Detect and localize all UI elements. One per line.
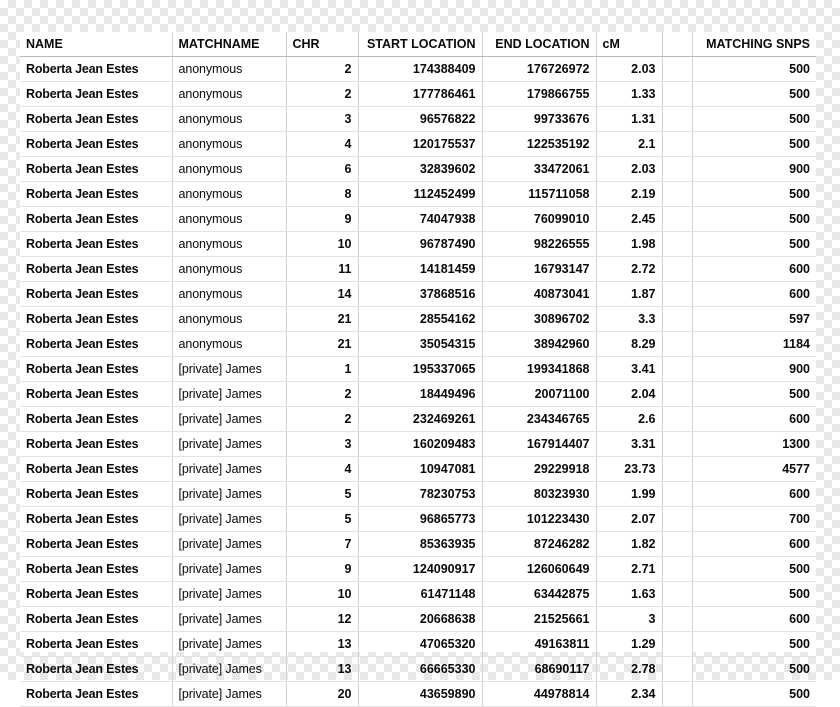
cell-start-location: 177786461 [358, 82, 482, 107]
cell-cm: 1.82 [596, 532, 662, 557]
cell-spacer [662, 57, 692, 82]
cell-spacer [662, 532, 692, 557]
cell-spacer [662, 682, 692, 707]
cell-matchname: [private] James [172, 557, 286, 582]
cell-matching-snps: 500 [692, 207, 816, 232]
table-row [20, 557, 816, 582]
cell-end-location: 44978814 [482, 682, 596, 707]
cell-start-location: 96576822 [358, 107, 482, 132]
cell-matching-snps: 500 [692, 382, 816, 407]
cell-matching-snps: 500 [692, 557, 816, 582]
cell-chr: 2 [286, 82, 358, 107]
cell-cm: 1.31 [596, 107, 662, 132]
cell-spacer [662, 407, 692, 432]
cell-end-location: 38942960 [482, 332, 596, 357]
cell-cm: 2.78 [596, 657, 662, 682]
table-row [20, 382, 816, 407]
cell-start-location: 35054315 [358, 332, 482, 357]
table-row [20, 207, 816, 232]
cell-name: Roberta Jean Estes [20, 357, 172, 382]
match-segments-table [20, 32, 816, 707]
cell-cm: 3.41 [596, 357, 662, 382]
cell-chr: 2 [286, 57, 358, 82]
table-row [20, 432, 816, 457]
cell-end-location: 179866755 [482, 82, 596, 107]
cell-matching-snps: 500 [692, 582, 816, 607]
cell-start-location: 37868516 [358, 282, 482, 307]
cell-matchname: [private] James [172, 582, 286, 607]
table-row [20, 407, 816, 432]
table-header-row [20, 32, 816, 57]
cell-start-location: 112452499 [358, 182, 482, 207]
cell-matching-snps: 597 [692, 307, 816, 332]
cell-cm: 2.07 [596, 507, 662, 532]
cell-cm: 1.98 [596, 232, 662, 257]
cell-spacer [662, 632, 692, 657]
cell-matchname: [private] James [172, 682, 286, 707]
table-row [20, 532, 816, 557]
cell-end-location: 40873041 [482, 282, 596, 307]
cell-cm: 2.1 [596, 132, 662, 157]
cell-matchname: [private] James [172, 457, 286, 482]
cell-matchname: anonymous [172, 107, 286, 132]
cell-start-location: 74047938 [358, 207, 482, 232]
cell-chr: 12 [286, 607, 358, 632]
cell-spacer [662, 657, 692, 682]
cell-cm: 3 [596, 607, 662, 632]
cell-cm: 2.19 [596, 182, 662, 207]
table-body [20, 57, 816, 707]
cell-end-location: 30896702 [482, 307, 596, 332]
cell-matching-snps: 600 [692, 407, 816, 432]
cell-matchname: [private] James [172, 382, 286, 407]
cell-chr: 21 [286, 307, 358, 332]
cell-end-location: 167914407 [482, 432, 596, 457]
cell-name: Roberta Jean Estes [20, 182, 172, 207]
cell-matching-snps: 500 [692, 132, 816, 157]
cell-cm: 3.31 [596, 432, 662, 457]
cell-spacer [662, 432, 692, 457]
cell-matchname: anonymous [172, 82, 286, 107]
cell-matching-snps: 500 [692, 57, 816, 82]
cell-start-location: 160209483 [358, 432, 482, 457]
cell-name: Roberta Jean Estes [20, 332, 172, 357]
cell-matchname: [private] James [172, 432, 286, 457]
cell-end-location: 33472061 [482, 157, 596, 182]
cell-name: Roberta Jean Estes [20, 207, 172, 232]
cell-cm: 1.87 [596, 282, 662, 307]
cell-matchname: [private] James [172, 357, 286, 382]
cell-spacer [662, 582, 692, 607]
cell-chr: 4 [286, 132, 358, 157]
table-row [20, 82, 816, 107]
cell-spacer [662, 282, 692, 307]
cell-cm: 1.63 [596, 582, 662, 607]
table-row [20, 132, 816, 157]
cell-end-location: 21525661 [482, 607, 596, 632]
cell-end-location: 99733676 [482, 107, 596, 132]
cell-end-location: 122535192 [482, 132, 596, 157]
cell-matchname: [private] James [172, 532, 286, 557]
cell-matching-snps: 600 [692, 257, 816, 282]
cell-start-location: 32839602 [358, 157, 482, 182]
cell-matching-snps: 500 [692, 682, 816, 707]
cell-matchname: anonymous [172, 57, 286, 82]
cell-name: Roberta Jean Estes [20, 607, 172, 632]
cell-matching-snps: 600 [692, 532, 816, 557]
cell-matchname: anonymous [172, 182, 286, 207]
cell-spacer [662, 82, 692, 107]
cell-cm: 2.6 [596, 407, 662, 432]
cell-spacer [662, 107, 692, 132]
table-row [20, 107, 816, 132]
table-row [20, 657, 816, 682]
cell-matching-snps: 500 [692, 232, 816, 257]
column-header-end-location: END LOCATION [482, 32, 596, 57]
table-row [20, 57, 816, 82]
cell-matchname: anonymous [172, 282, 286, 307]
cell-name: Roberta Jean Estes [20, 432, 172, 457]
cell-matching-snps: 600 [692, 282, 816, 307]
cell-end-location: 101223430 [482, 507, 596, 532]
spreadsheet-sheet [20, 32, 816, 701]
cell-matching-snps: 1300 [692, 432, 816, 457]
cell-chr: 1 [286, 357, 358, 382]
cell-matchname: [private] James [172, 407, 286, 432]
cell-spacer [662, 307, 692, 332]
cell-chr: 8 [286, 182, 358, 207]
cell-matchname: [private] James [172, 607, 286, 632]
column-header-matchname: MATCHNAME [172, 32, 286, 57]
cell-end-location: 68690117 [482, 657, 596, 682]
table-row [20, 357, 816, 382]
cell-chr: 6 [286, 157, 358, 182]
cell-name: Roberta Jean Estes [20, 282, 172, 307]
table-row [20, 157, 816, 182]
column-header-matching-snps: MATCHING SNPS [692, 32, 816, 57]
cell-chr: 3 [286, 107, 358, 132]
column-header-cm: cM [596, 32, 662, 57]
cell-start-location: 20668638 [358, 607, 482, 632]
cell-start-location: 96787490 [358, 232, 482, 257]
cell-chr: 9 [286, 207, 358, 232]
table-row [20, 632, 816, 657]
cell-start-location: 96865773 [358, 507, 482, 532]
cell-start-location: 14181459 [358, 257, 482, 282]
cell-name: Roberta Jean Estes [20, 657, 172, 682]
cell-name: Roberta Jean Estes [20, 132, 172, 157]
table-row [20, 232, 816, 257]
cell-name: Roberta Jean Estes [20, 307, 172, 332]
cell-cm: 2.03 [596, 57, 662, 82]
cell-start-location: 85363935 [358, 532, 482, 557]
cell-end-location: 16793147 [482, 257, 596, 282]
cell-chr: 5 [286, 482, 358, 507]
cell-end-location: 199341868 [482, 357, 596, 382]
cell-name: Roberta Jean Estes [20, 482, 172, 507]
cell-chr: 7 [286, 532, 358, 557]
cell-name: Roberta Jean Estes [20, 632, 172, 657]
cell-spacer [662, 182, 692, 207]
cell-spacer [662, 132, 692, 157]
cell-matchname: [private] James [172, 507, 286, 532]
cell-cm: 1.29 [596, 632, 662, 657]
cell-matchname: anonymous [172, 232, 286, 257]
cell-cm: 2.71 [596, 557, 662, 582]
cell-end-location: 80323930 [482, 482, 596, 507]
cell-start-location: 10947081 [358, 457, 482, 482]
cell-name: Roberta Jean Estes [20, 82, 172, 107]
cell-matchname: [private] James [172, 482, 286, 507]
cell-end-location: 98226555 [482, 232, 596, 257]
cell-spacer [662, 507, 692, 532]
cell-cm: 2.03 [596, 157, 662, 182]
cell-name: Roberta Jean Estes [20, 682, 172, 707]
table-row [20, 582, 816, 607]
table-row [20, 607, 816, 632]
cell-chr: 21 [286, 332, 358, 357]
cell-name: Roberta Jean Estes [20, 257, 172, 282]
cell-name: Roberta Jean Estes [20, 382, 172, 407]
table-row [20, 507, 816, 532]
cell-matching-snps: 500 [692, 632, 816, 657]
cell-matching-snps: 700 [692, 507, 816, 532]
cell-spacer [662, 382, 692, 407]
cell-spacer [662, 357, 692, 382]
cell-matching-snps: 600 [692, 607, 816, 632]
cell-spacer [662, 257, 692, 282]
cell-chr: 2 [286, 382, 358, 407]
column-header-start-location: START LOCATION [358, 32, 482, 57]
cell-chr: 13 [286, 632, 358, 657]
cell-start-location: 174388409 [358, 57, 482, 82]
cell-matching-snps: 1184 [692, 332, 816, 357]
cell-end-location: 20071100 [482, 382, 596, 407]
cell-cm: 8.29 [596, 332, 662, 357]
cell-end-location: 115711058 [482, 182, 596, 207]
cell-spacer [662, 557, 692, 582]
cell-cm: 1.99 [596, 482, 662, 507]
cell-spacer [662, 157, 692, 182]
cell-matchname: anonymous [172, 157, 286, 182]
cell-cm: 1.33 [596, 82, 662, 107]
column-header-spacer [662, 32, 692, 57]
cell-name: Roberta Jean Estes [20, 457, 172, 482]
cell-end-location: 126060649 [482, 557, 596, 582]
cell-cm: 2.34 [596, 682, 662, 707]
cell-matchname: anonymous [172, 132, 286, 157]
cell-spacer [662, 607, 692, 632]
cell-chr: 3 [286, 432, 358, 457]
cell-matching-snps: 500 [692, 657, 816, 682]
cell-start-location: 124090917 [358, 557, 482, 582]
cell-spacer [662, 232, 692, 257]
cell-chr: 5 [286, 507, 358, 532]
cell-name: Roberta Jean Estes [20, 57, 172, 82]
cell-cm: 2.72 [596, 257, 662, 282]
cell-start-location: 43659890 [358, 682, 482, 707]
cell-start-location: 18449496 [358, 382, 482, 407]
cell-end-location: 176726972 [482, 57, 596, 82]
cell-chr: 20 [286, 682, 358, 707]
cell-spacer [662, 457, 692, 482]
cell-spacer [662, 332, 692, 357]
cell-cm: 2.04 [596, 382, 662, 407]
cell-chr: 2 [286, 407, 358, 432]
cell-chr: 14 [286, 282, 358, 307]
table-row [20, 457, 816, 482]
cell-chr: 10 [286, 582, 358, 607]
table-row [20, 332, 816, 357]
cell-matching-snps: 500 [692, 107, 816, 132]
cell-matchname: [private] James [172, 632, 286, 657]
cell-start-location: 28554162 [358, 307, 482, 332]
cell-matching-snps: 600 [692, 482, 816, 507]
cell-matching-snps: 4577 [692, 457, 816, 482]
cell-matchname: anonymous [172, 207, 286, 232]
cell-spacer [662, 482, 692, 507]
cell-matchname: anonymous [172, 257, 286, 282]
cell-matching-snps: 500 [692, 82, 816, 107]
cell-end-location: 76099010 [482, 207, 596, 232]
cell-cm: 2.45 [596, 207, 662, 232]
cell-matching-snps: 900 [692, 357, 816, 382]
cell-name: Roberta Jean Estes [20, 557, 172, 582]
cell-end-location: 49163811 [482, 632, 596, 657]
cell-matching-snps: 500 [692, 182, 816, 207]
cell-name: Roberta Jean Estes [20, 157, 172, 182]
cell-matchname: [private] James [172, 657, 286, 682]
cell-start-location: 120175537 [358, 132, 482, 157]
cell-start-location: 232469261 [358, 407, 482, 432]
cell-spacer [662, 207, 692, 232]
cell-end-location: 29229918 [482, 457, 596, 482]
cell-name: Roberta Jean Estes [20, 582, 172, 607]
cell-name: Roberta Jean Estes [20, 407, 172, 432]
table-row [20, 282, 816, 307]
cell-matchname: anonymous [172, 307, 286, 332]
table-row [20, 182, 816, 207]
cell-name: Roberta Jean Estes [20, 532, 172, 557]
cell-cm: 3.3 [596, 307, 662, 332]
cell-start-location: 66665330 [358, 657, 482, 682]
cell-chr: 10 [286, 232, 358, 257]
cell-start-location: 195337065 [358, 357, 482, 382]
cell-matchname: anonymous [172, 332, 286, 357]
table-row [20, 257, 816, 282]
cell-chr: 13 [286, 657, 358, 682]
cell-chr: 4 [286, 457, 358, 482]
cell-end-location: 234346765 [482, 407, 596, 432]
cell-cm: 23.73 [596, 457, 662, 482]
table-row [20, 307, 816, 332]
column-header-chr: CHR [286, 32, 358, 57]
cell-chr: 11 [286, 257, 358, 282]
cell-end-location: 63442875 [482, 582, 596, 607]
cell-start-location: 78230753 [358, 482, 482, 507]
table-row [20, 682, 816, 707]
cell-end-location: 87246282 [482, 532, 596, 557]
cell-start-location: 47065320 [358, 632, 482, 657]
cell-name: Roberta Jean Estes [20, 232, 172, 257]
cell-name: Roberta Jean Estes [20, 107, 172, 132]
cell-name: Roberta Jean Estes [20, 507, 172, 532]
column-header-name: NAME [20, 32, 172, 57]
cell-chr: 9 [286, 557, 358, 582]
cell-start-location: 61471148 [358, 582, 482, 607]
cell-matching-snps: 900 [692, 157, 816, 182]
table-row [20, 482, 816, 507]
